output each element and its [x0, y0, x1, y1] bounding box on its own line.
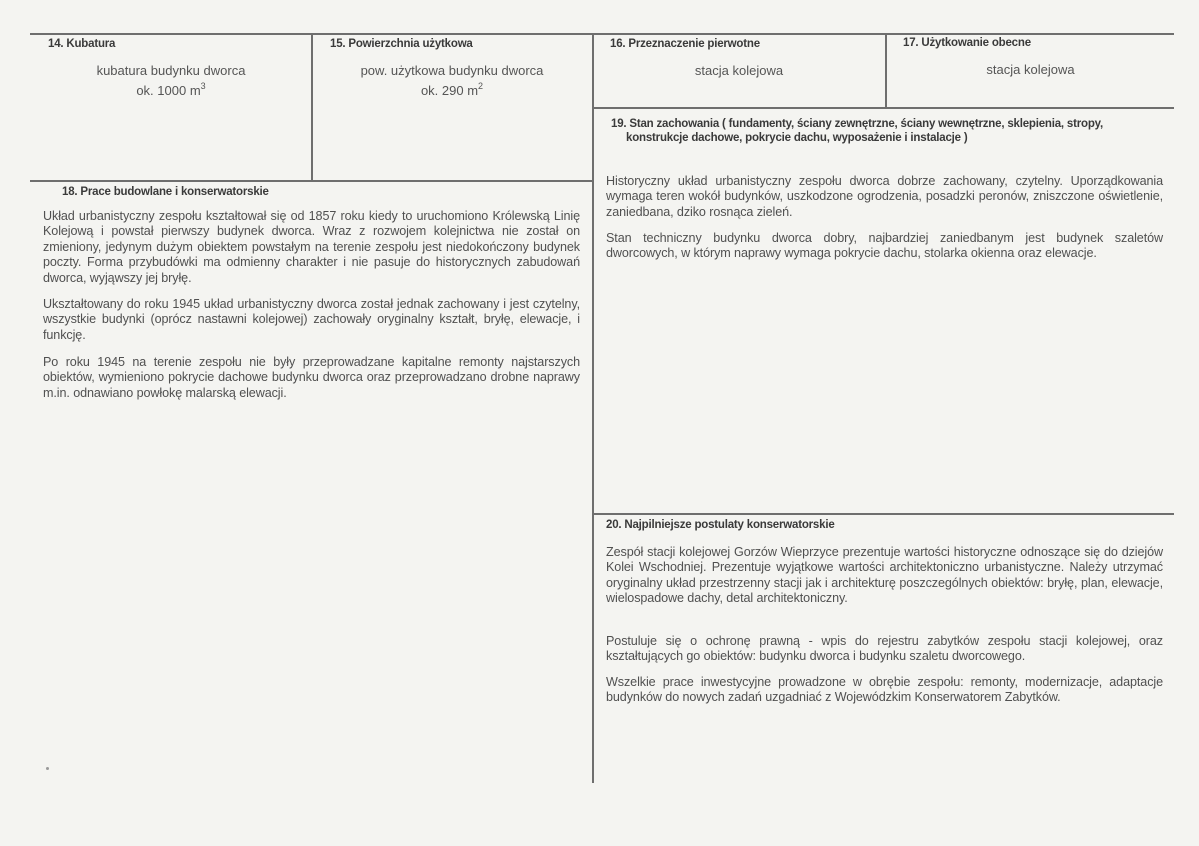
- powierzchnia-label: pow. użytkowa budynku dworca: [360, 63, 544, 78]
- kubatura-label: kubatura budynku dworca: [96, 63, 246, 78]
- powierzchnia-value: [313, 61, 591, 101]
- stan-zachowania-title: [611, 118, 1103, 144]
- top-border-line: [30, 33, 1174, 35]
- uzytkowanie-value: stacja kolejowa: [986, 62, 1075, 77]
- stan-zachowania-paragraph-2: Stan techniczny budynku dworca dobry, najbardziej zaniedbanym jest budynek szaletów dworcowych, w którym naprawy wymaga pokrycie dachu, stolarka okienna oraz elewacje.: [606, 231, 1163, 261]
- prace-budowlane-paragraph-1: Układ urbanistyczny zespołu kształtował się od 1857 roku kiedy to uruchomiono Królewską Linię Kolejową i powstał pierwszy budynek dworca. Wraz z rozwojem kolejnictwa nie został on zmieniony, jedynym dużym obiektem powstałym na terenie zespołu jest niedokończony budynek poczty. Forma przybudówki ma odmienny charakter i nie pasuje do historycznych zabudowań dworca, wyjąwszy jej bryłę.: [43, 209, 580, 285]
- postulaty-title: 20. Najpilniejsze postulaty konserwatorskie: [606, 519, 835, 531]
- stan-zachowania-paragraph-1: Historyczny układ urbanistyczny zespołu dworca dobrze zachowany, czytelny. Uporządkowania wymaga teren wokół budynków, uszkodzone ogrodzenia, posadzki peronów, zniszczone oświetlenie, zaniedbana, dziko rosnąca zieleń.: [606, 174, 1163, 219]
- stan-zachowania-title-line2: konstrukcje dachowe, pokrycie dachu, wyposażenie i instalacje ): [626, 132, 968, 144]
- stan-zachowania-title-line1: 19. Stan zachowania ( fundamenty, ściany zewnętrzne, ściany wewnętrzne, sklepienia, stropy,: [611, 118, 1104, 130]
- uzytkowanie-title: 17. Użytkowanie obecne: [903, 37, 1031, 49]
- prace-budowlane-paragraph-2: Ukształtowany do roku 1945 układ urbanistyczny dworca został jednak zachowany i jest czytelny, wszystkie budynki (oprócz nastawni kolejowej) zachowały oryginalny kształt, bryłę, elewacje, i funkcję.: [43, 297, 580, 342]
- przeznaczenie-value: stacja kolejowa: [694, 63, 784, 78]
- powierzchnia-title: 15. Powierzchnia użytkowa: [330, 38, 473, 50]
- divider-14-15: [311, 33, 313, 181]
- powierzchnia-amount: ok. 290 $m^2$: [420, 81, 484, 98]
- postulaty-paragraph-3: Wszelkie prace inwestycyjne prowadzone w obrębie zespołu: remonty, modernizacje, adaptacje budynków do nowych zadań uzgadniać z Wojewódzkim Konserwatorem Zabytków.: [606, 675, 1163, 705]
- postulaty-paragraph-1: Zespół stacji kolejowej Gorzów Wieprzyce prezentuje wartości historyczne odnoszące się do dziejów Kolei Wschodniej. Prezentuje wyjątkowe wartości architektoniczno urbanistyczne. Należy utrzymać oryginalny układ przestrzenny stacji jak i architekturę poszczególnych obiektów: bryłę, plan, elewacje, wielospadowe dachy, detal architektoniczny.: [606, 545, 1163, 606]
- prace-budowlane-title: 18. Prace budowlane i konserwatorskie: [62, 186, 269, 198]
- divider-14-18: [30, 180, 592, 182]
- divider-16-19: [593, 107, 1174, 109]
- kubatura-title: 14. Kubatura: [48, 38, 116, 50]
- divider-19-20: [593, 513, 1174, 515]
- prace-budowlane-paragraph-3: Po roku 1945 na terenie zespołu nie były przeprowadzane kapitalne remonty najstarszych obiektów, wymieniono pokrycie dachowe budynku dworca oraz przeprowadzano drobne naprawy m.in. odnawiano powłokę malarską elewacji.: [43, 355, 580, 400]
- center-divider: [592, 33, 594, 783]
- kubatura-value: [32, 61, 310, 101]
- kubatura-amount: ok. 1000 $m^3$: [136, 81, 206, 98]
- postulaty-paragraph-2: Postuluje się o ochronę prawną - wpis do rejestru zabytków zespołu stacji kolejowej, oraz kształtujących go obiektów: budynku dworca i budynku szaletu dworcowego.: [606, 634, 1163, 664]
- przeznaczenie-title: 16. Przeznaczenie pierwotne: [610, 38, 760, 50]
- ink-speck: [46, 767, 49, 770]
